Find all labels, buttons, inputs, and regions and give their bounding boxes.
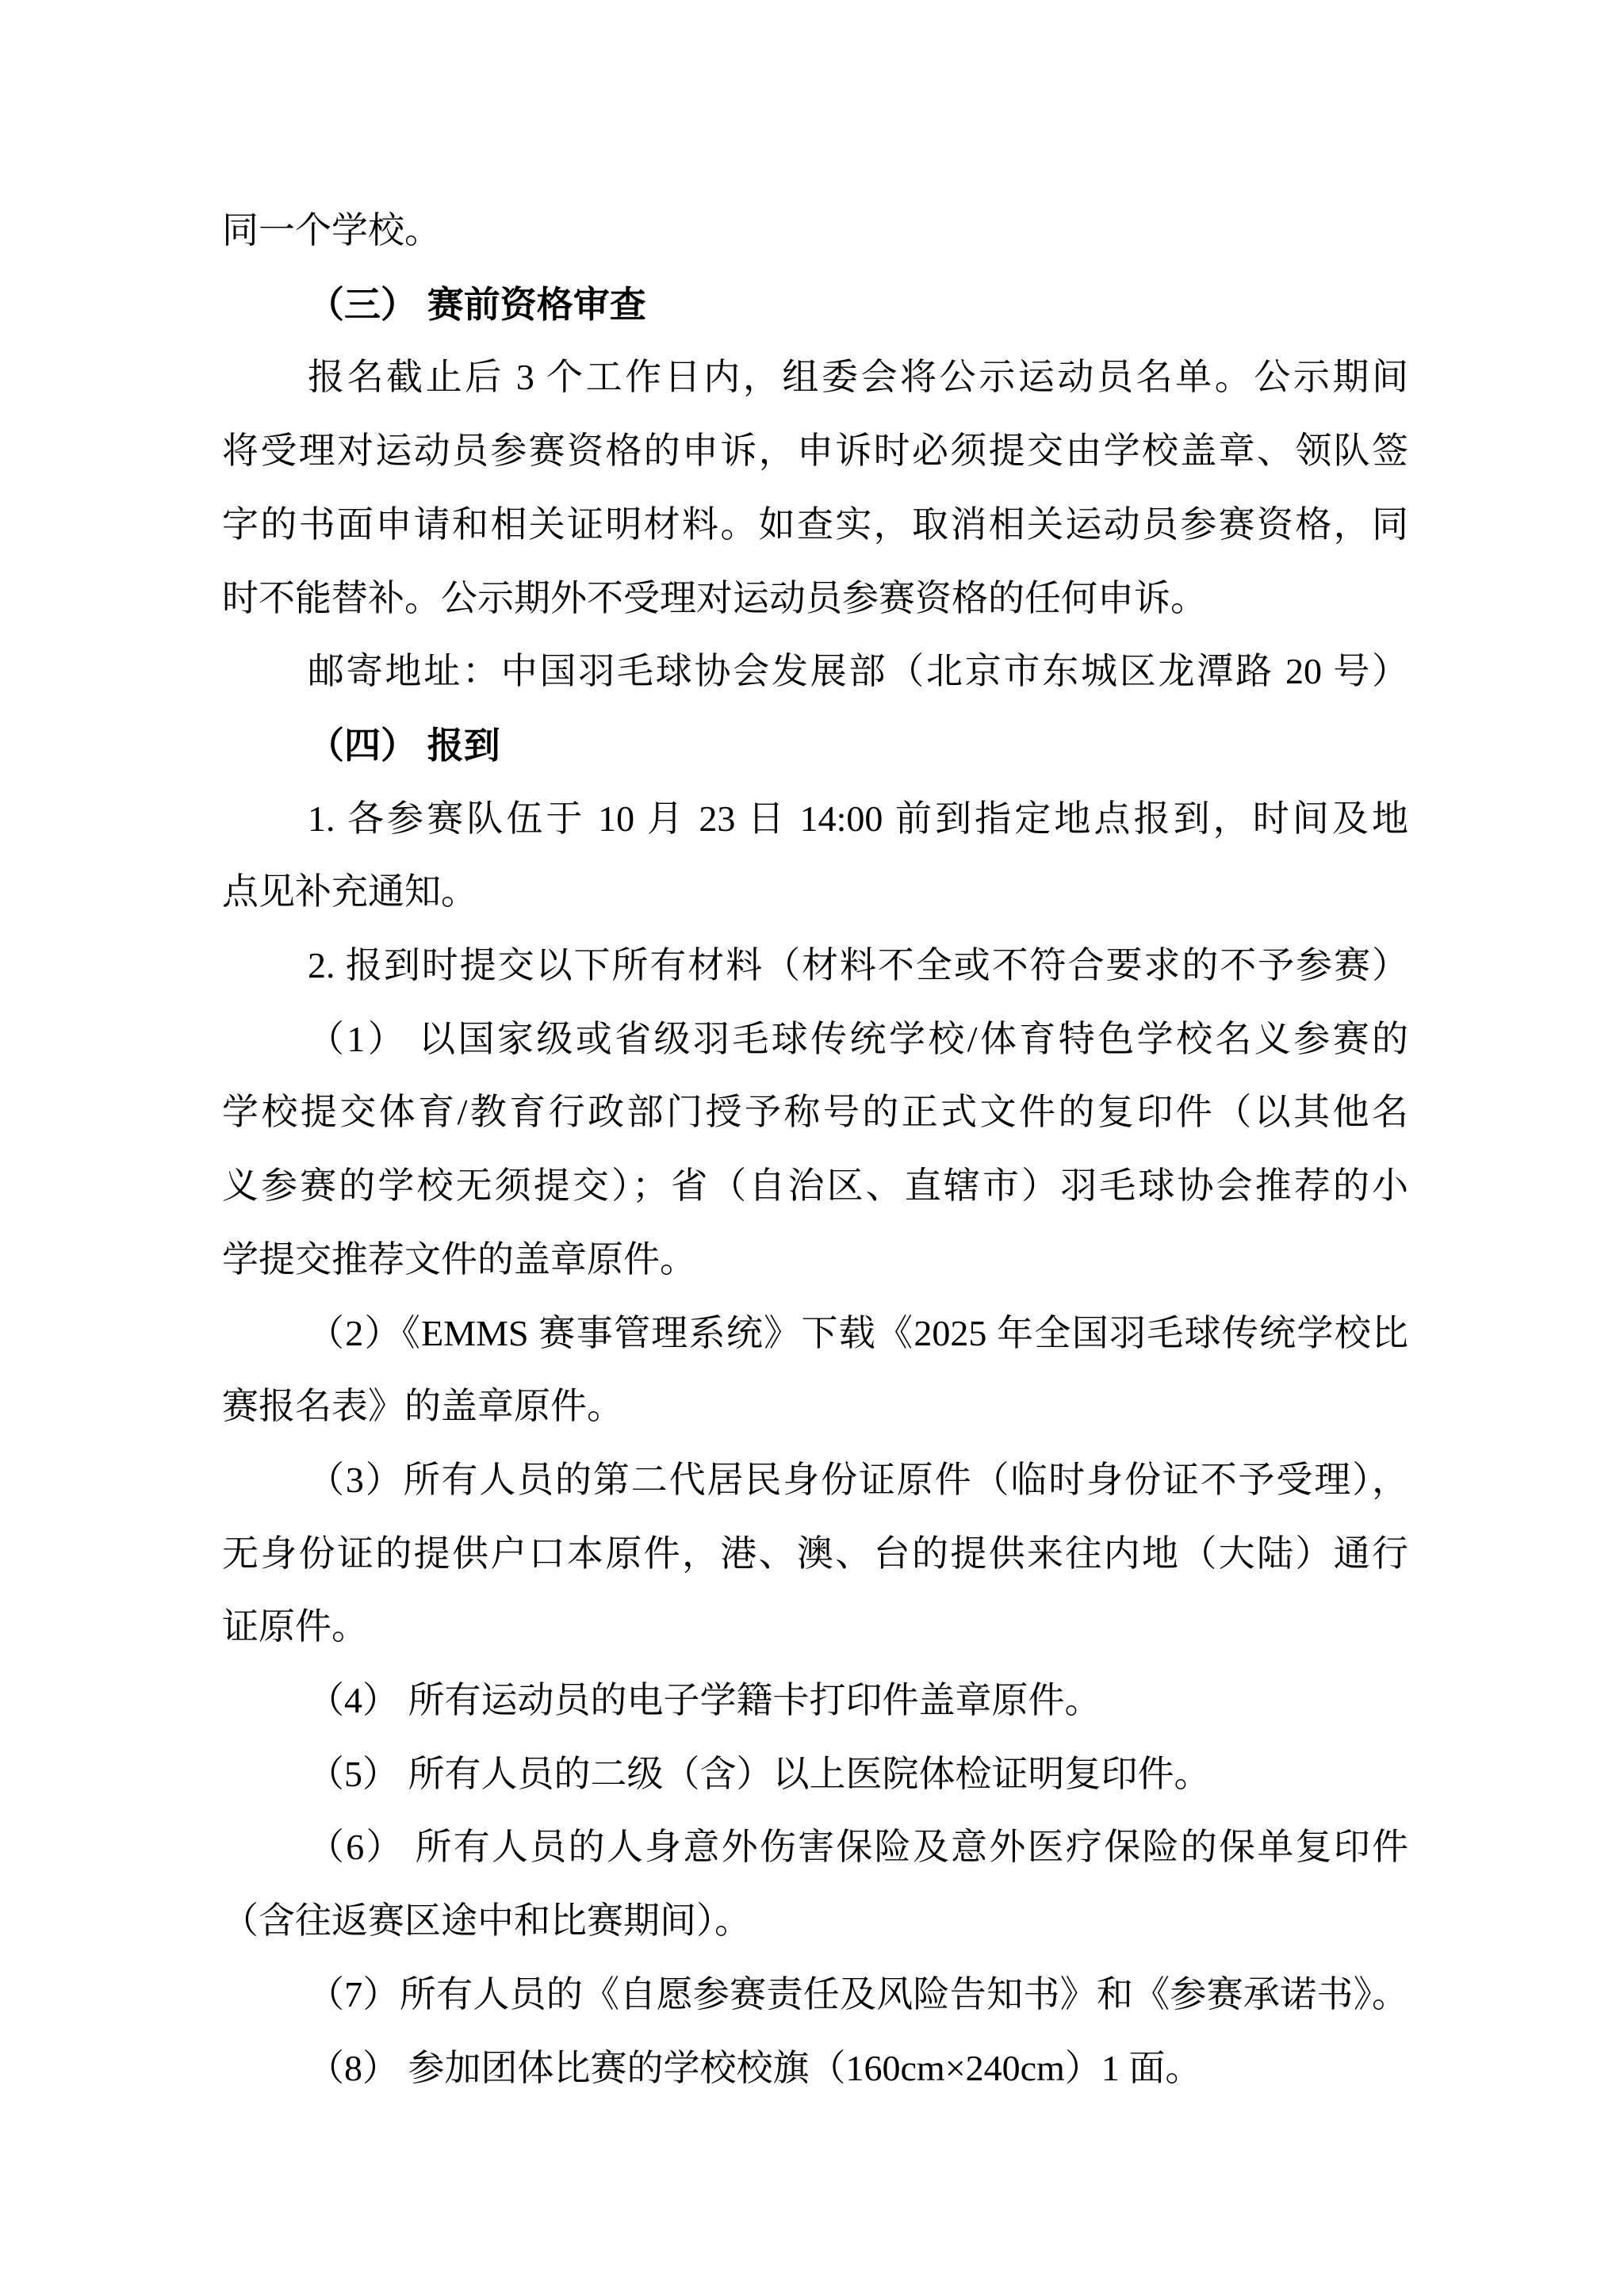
text-line: 时不能替补。公示期外不受理对运动员参赛资格的任何申诉。 — [222, 577, 1207, 618]
text-line: 证原件。 — [222, 1606, 368, 1647]
text-line: （1） 以国家级或省级羽毛球传统学校/体育特色学校名义参赛的 — [308, 1018, 1408, 1059]
text-line: 同一个学校。 — [222, 210, 441, 251]
text-line: 2. 报到时提交以下所有材料（材料不全或不符合要求的不予参赛） — [308, 945, 1408, 986]
text-line: 无身份证的提供户口本原件，港、澳、台的提供来往内地（大陆）通行 — [222, 1533, 1408, 1574]
text-line: 点见补充通知。 — [222, 871, 477, 913]
text-line: 将受理对运动员参赛资格的申诉，申诉时必须提交由学校盖章、领队签 — [222, 430, 1408, 472]
section-heading-3: （三） 赛前资格审查 — [308, 283, 646, 325]
text-line: （6） 所有人员的人身意外伤害保险及意外医疗保险的保单复印件 — [308, 1827, 1408, 1868]
text-line: （7）所有人员的《自愿参赛责任及风险告知书》和《参赛承诺书》。 — [308, 1973, 1408, 2015]
text-line: （3）所有人员的第二代居民身份证原件（临时身份证不予受理）， — [308, 1459, 1408, 1500]
text-line: （5） 所有人员的二级（含）以上医院体检证明复印件。 — [308, 1753, 1211, 1794]
text-line: （8） 参加团体比赛的学校校旗（160cm×240cm）1 面。 — [308, 2047, 1202, 2088]
text-line: （2）《EMMS 赛事管理系统》下载《2025 年全国羽毛球传统学校比 — [308, 1312, 1408, 1353]
section-heading-4: （四） 报到 — [308, 724, 500, 766]
document-body — [222, 194, 1408, 2105]
text-line: 报名截止后 3 个工作日内，组委会将公示运动员名单。公示期间 — [308, 357, 1408, 398]
text-line: 字的书面申请和相关证明材料。如查实，取消相关运动员参赛资格，同 — [222, 503, 1408, 545]
text-line: （含往返赛区途中和比赛期间）。 — [222, 1900, 751, 1942]
text-line: 1. 各参赛队伍于 10 月 23 日 14:00 前到指定地点报到，时间及地 — [308, 798, 1408, 839]
text-line: 学提交推荐文件的盖章原件。 — [222, 1238, 696, 1280]
text-line: 邮寄地址：中国羽毛球协会发展部（北京市东城区龙潭路 20 号） — [308, 651, 1408, 692]
text-line: 赛报名表》的盖章原件。 — [222, 1386, 623, 1427]
text-line: 义参赛的学校无须提交）；省（自治区、直辖市）羽毛球协会推荐的小 — [222, 1165, 1408, 1207]
text-line: （4） 所有运动员的电子学籍卡打印件盖章原件。 — [308, 1680, 1101, 1721]
text-line: 学校提交体育/教育行政部门授予称号的正式文件的复印件（以其他名 — [222, 1092, 1408, 1133]
